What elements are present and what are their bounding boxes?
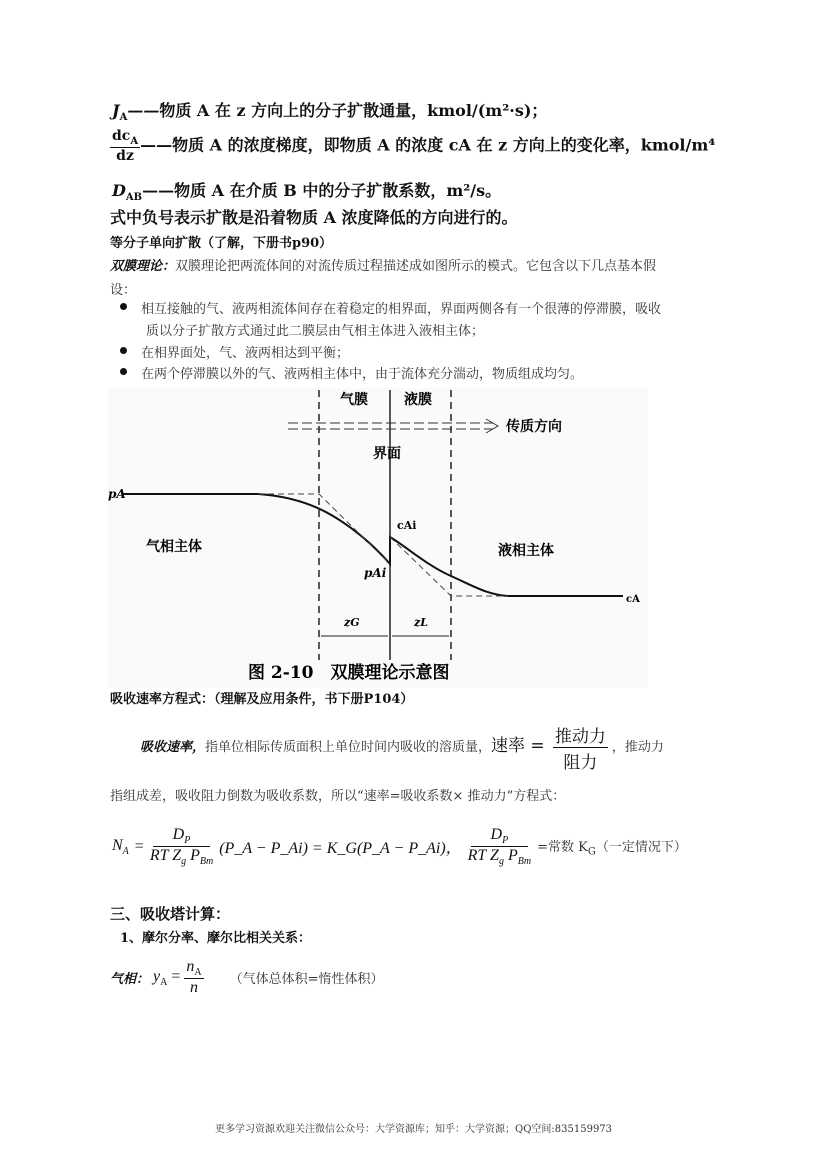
pA-label: pA xyxy=(108,487,126,501)
eq-lhs: N xyxy=(112,836,123,854)
gas-phase-note: （气体总体积=惰性体积） xyxy=(229,972,384,988)
rate-definition xyxy=(140,722,664,773)
rate-def-text: 指单位相际传质面积上单位时间内吸收的溶质量， xyxy=(205,740,492,755)
eq-const: =常数 K xyxy=(537,839,588,855)
grad-num-sub: A xyxy=(130,135,139,147)
zG-label: zG xyxy=(344,616,360,629)
dab-text: ——物质 A 在介质 B 中的分子扩散系数，m²/s。 xyxy=(142,181,502,200)
figure-caption: 图 2-10 双膜理论示意图 xyxy=(248,663,450,683)
two-film-term: 双膜理论： xyxy=(110,259,176,274)
bullet-item-1: 相互接触的气、液两相流体间存在着稳定的相界面，界面两侧各有一个很薄的停滞膜，吸收 xyxy=(141,302,662,317)
eq2-den: RT Z xyxy=(467,847,499,865)
eq-den2-sub: Bm xyxy=(199,856,214,868)
y-sub: A xyxy=(160,976,168,988)
rate-frac-num: 推动力 xyxy=(553,722,608,748)
dab-symbol: D xyxy=(112,181,126,200)
interface-label: 界面 xyxy=(373,446,401,462)
ja-text: ——物质 A 在 z 方向上的分子扩散通量，kmol/(m²·s)； xyxy=(127,101,548,120)
eq-den: RT Z xyxy=(149,847,182,865)
eq2-num-sub: P xyxy=(502,835,509,847)
eq-const-sub: G xyxy=(587,846,596,858)
gas-phase-label: 气相： xyxy=(110,972,150,988)
cAi-label: cAi xyxy=(397,519,417,532)
y-frac-num-sub: A xyxy=(194,967,202,979)
eq2-den-sub: g xyxy=(498,856,504,868)
grad-num: dc xyxy=(112,128,131,144)
grad-text: ——物质 A 的浓度梯度，即物质 A 的浓度 cA 在 z 方向上的变化率，kmol/m⁴ xyxy=(140,135,716,155)
eq-num: D xyxy=(172,826,185,843)
rate-equation: $N_A$ = $\frac{D_P}{RT Z_g P_{Bm}}$ (P_A − P_Ai) = K_G(P_A − P_Ai)， $\frac{D_P}{RT Z_g P_{Bm}}$ =常数 $K_G$（一定情况下） xyxy=(112,826,687,868)
eq2-den2: P xyxy=(507,847,518,865)
y-fraction xyxy=(184,958,203,997)
liquid-bulk-label: 液相主体 xyxy=(498,543,554,559)
section3-sub1: 1、摩尔分率、摩尔比相关关系： xyxy=(120,931,312,946)
two-film-intro-text: 双膜理论把两流体间的对流传质过程描述成如图所示的模式。它包含以下几点基本假 xyxy=(175,259,657,274)
eq2-den2-sub: Bm xyxy=(517,856,532,868)
y-symbol: y xyxy=(153,967,161,985)
rate-label: 速率 = xyxy=(491,736,545,756)
gas-film-label: 气膜 xyxy=(340,392,368,408)
y-frac-den: n xyxy=(190,979,198,997)
eq-den2: P xyxy=(190,847,200,865)
y-frac-num: n xyxy=(186,958,195,975)
bullet-item-3: 在两个停滞膜以外的气、液两相主体中，由于流体充分湍动，物质组成均匀。 xyxy=(141,367,584,382)
grad-den: dz xyxy=(116,147,134,164)
def-gradient xyxy=(110,128,715,164)
eq-num-sub: P xyxy=(184,835,191,847)
section3-heading: 三、吸收塔计算： xyxy=(110,905,231,923)
footer-text: 更多学习资源欢迎关注微信公众号：大学资源库；知乎：大学资源；QQ空间:835159973 xyxy=(215,1124,613,1135)
rate-line2: 指组成差，吸收阻力倒数为吸收系数，所以“速率=吸收系数× 推动力”方程式： xyxy=(110,789,566,804)
eq2-num: D xyxy=(490,826,503,843)
cA-label: cA xyxy=(626,594,640,605)
eq-middle: (P_A − P_Ai) = K_G(P_A − P_Ai)， xyxy=(219,840,462,858)
pAi-label: pAi xyxy=(364,566,387,580)
dab-sub: AB xyxy=(125,192,143,204)
gas-phase-formula: 气相： $y_A$ = $\frac{n_A}{n}$ （气体总体积=惰性体积） xyxy=(110,958,384,997)
bullet-icon xyxy=(120,368,127,375)
eq-den-sub: g xyxy=(181,856,187,868)
rate-tail: ，推动力 xyxy=(611,740,664,755)
eq-fraction xyxy=(150,826,213,867)
bullet-item-2: 在相界面处，气、液两相达到平衡； xyxy=(141,346,350,361)
rate-fraction xyxy=(553,722,608,773)
zL-label: zL xyxy=(414,616,428,629)
liquid-film-label: 液膜 xyxy=(404,392,432,408)
gradient-fraction xyxy=(110,128,140,164)
gas-bulk-label: 气相主体 xyxy=(146,539,202,555)
rate-term: 吸收速率， xyxy=(140,740,206,755)
rate-eq-heading: 吸收速率方程式：（理解及应用条件，书下册P104） xyxy=(110,692,414,707)
two-film-diagram xyxy=(108,388,648,688)
equimolar-heading: 等分子单向扩散（了解，下册书p90） xyxy=(110,236,333,251)
ja-sub: A xyxy=(119,112,128,124)
figure-background xyxy=(108,388,648,688)
ja-symbol: J xyxy=(112,101,120,120)
two-film-intro xyxy=(110,255,656,274)
two-film-intro-cont: 设： xyxy=(110,283,137,298)
bullet-icon xyxy=(120,347,127,354)
sign-note: 式中负号表示扩散是沿着物质 A 浓度降低的方向进行的。 xyxy=(110,208,518,227)
eq-fraction-2 xyxy=(468,826,531,867)
bullet-item-1-cont: 质以分子扩散方式通过此二膜层由气相主体进入液相主体； xyxy=(146,324,485,339)
eq-lhs-sub: A xyxy=(122,845,129,857)
def-ja xyxy=(112,98,547,123)
direction-label: 传质方向 xyxy=(506,419,562,435)
def-dab xyxy=(112,178,501,203)
rate-frac-den: 阻力 xyxy=(563,753,598,773)
eq-note: （一定情况下） xyxy=(595,839,687,855)
bullet-icon xyxy=(120,303,127,310)
